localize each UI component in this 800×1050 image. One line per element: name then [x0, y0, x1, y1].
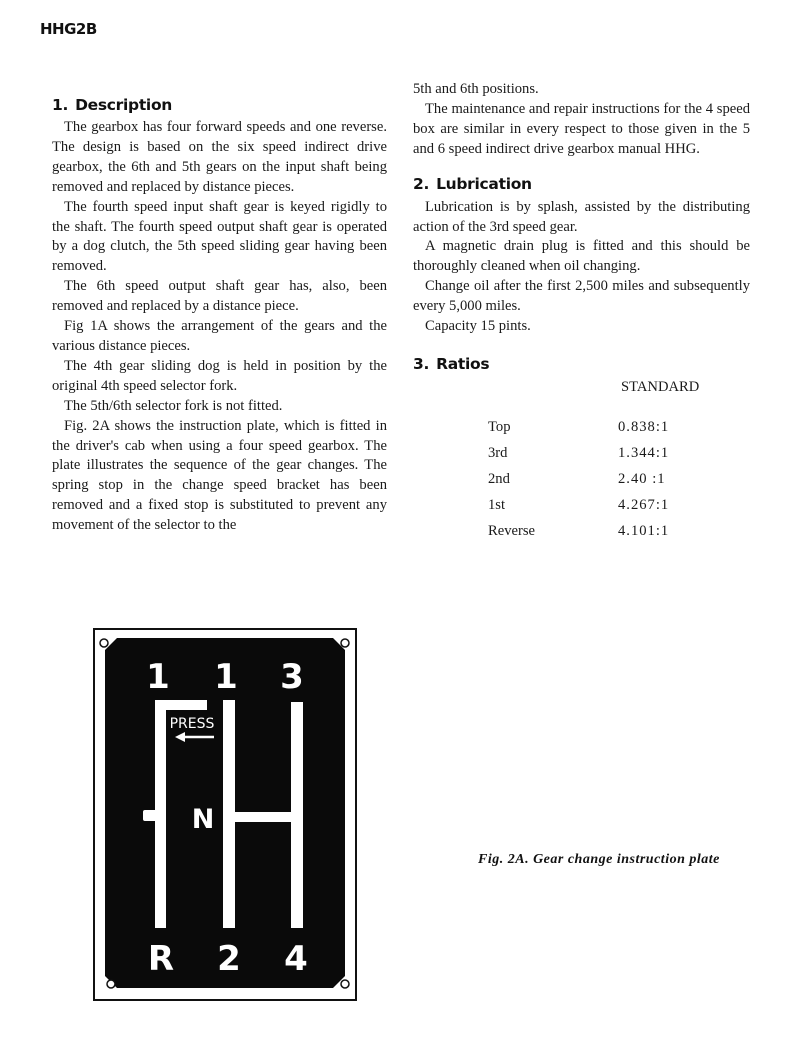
mounting-hole-icon [341, 639, 349, 647]
gear-ratio: 2.40 :1 [618, 470, 666, 487]
ratio-row [488, 471, 748, 491]
paragraph: Change oil after the first 2,500 miles and subsequently every 5,000 miles. [413, 278, 750, 315]
ratio-row [488, 419, 748, 439]
section-title: Ratios [436, 354, 490, 373]
paragraph: Lubrication is by splash, assisted by the distributing action of the 3rd speed gear. [413, 198, 750, 235]
section-heading-ratios [413, 355, 750, 373]
paragraph-continuation: 5th and 6th positions. [413, 81, 539, 97]
mounting-hole-icon [341, 980, 349, 988]
gear-label-top: 3 [280, 657, 304, 697]
gear-label-top: 1 [146, 657, 170, 697]
gear-label: 2nd [488, 470, 510, 487]
gear-label-top: 1 [214, 657, 238, 697]
ratio-row [488, 445, 748, 465]
ratio-row [488, 497, 748, 517]
paragraph: Fig. 2A shows the instruction plate, which is fitted in the driver's cab when using a four speed gearbox. The plate illustrates the sequence of the gear changes. The spring stop in the change speed bracket has been removed and a fixed stop is substituted to prevent any movement of the selector to the [52, 417, 387, 534]
paragraph: The fourth speed input shaft gear is keyed rigidly to the shaft. The fourth speed output shaft gear is operated by a dog clutch, the 5th speed sliding gear having been removed. [52, 198, 387, 275]
gear-label-bottom: R [147, 939, 175, 979]
gear-label-bottom: 2 [217, 939, 241, 979]
gear-ratio: 4.267:1 [618, 496, 670, 513]
gear-ratio: 0.838:1 [618, 418, 670, 435]
right-column [413, 80, 750, 559]
mounting-hole-icon [100, 639, 108, 647]
left-column [52, 92, 387, 536]
neutral-label: N [191, 804, 215, 835]
figure-caption: Fig. 2A. Gear change instruction plate [478, 852, 720, 867]
section-number: 1. [52, 96, 69, 114]
gear-label-bottom: 4 [284, 939, 308, 979]
gear-change-plate-illustration [95, 630, 355, 999]
paragraph: The 5th/6th selector fork is not fitted. [64, 397, 283, 414]
section-number: 2. [413, 174, 430, 193]
gear-label: Reverse [488, 522, 536, 539]
ratios-table [413, 379, 750, 559]
gear-label: Top [488, 418, 511, 435]
paragraph: The maintenance and repair instructions for the 4 speed box are similar in every respect to those given in the 5 and 6 speed indirect drive gearbox manual HHG. [413, 100, 750, 157]
section-title: Description [75, 96, 173, 114]
paragraph: The gearbox has four forward speeds and one reverse. The design is based on the six speed indirect drive gearbox, the 6th and 5th gears on the input shaft being removed and replaced by distance pieces. [52, 119, 387, 195]
ratio-row [488, 523, 748, 543]
section-heading-description [52, 96, 387, 114]
paragraph: The 6th speed output shaft gear has, also, been removed and replaced by a distance piece. [52, 278, 387, 315]
section-number: 3. [413, 354, 430, 373]
gear-label: 1st [488, 496, 506, 513]
paragraph: A magnetic drain plug is fitted and this should be thoroughly cleaned when oil changing. [413, 238, 750, 275]
gear-ratio: 1.344:1 [618, 444, 670, 461]
mounting-hole-icon [107, 980, 115, 988]
paragraph: The 4th gear sliding dog is held in position by the original 4th speed selector fork. [52, 357, 387, 394]
section-title: Lubrication [436, 174, 532, 193]
gear-label: 3rd [488, 444, 508, 461]
paragraph: Fig 1A shows the arrangement of the gears and the various distance pieces. [52, 318, 387, 354]
press-label: PRESS [169, 716, 215, 732]
paragraph: Capacity 15 pints. [425, 318, 531, 335]
ratios-column-header: STANDARD [621, 378, 700, 395]
gear-change-plate-figure [93, 628, 357, 1001]
page-code: HHG2B [40, 20, 97, 38]
section-heading-lubrication [413, 175, 750, 193]
gear-ratio: 4.101:1 [618, 522, 670, 539]
